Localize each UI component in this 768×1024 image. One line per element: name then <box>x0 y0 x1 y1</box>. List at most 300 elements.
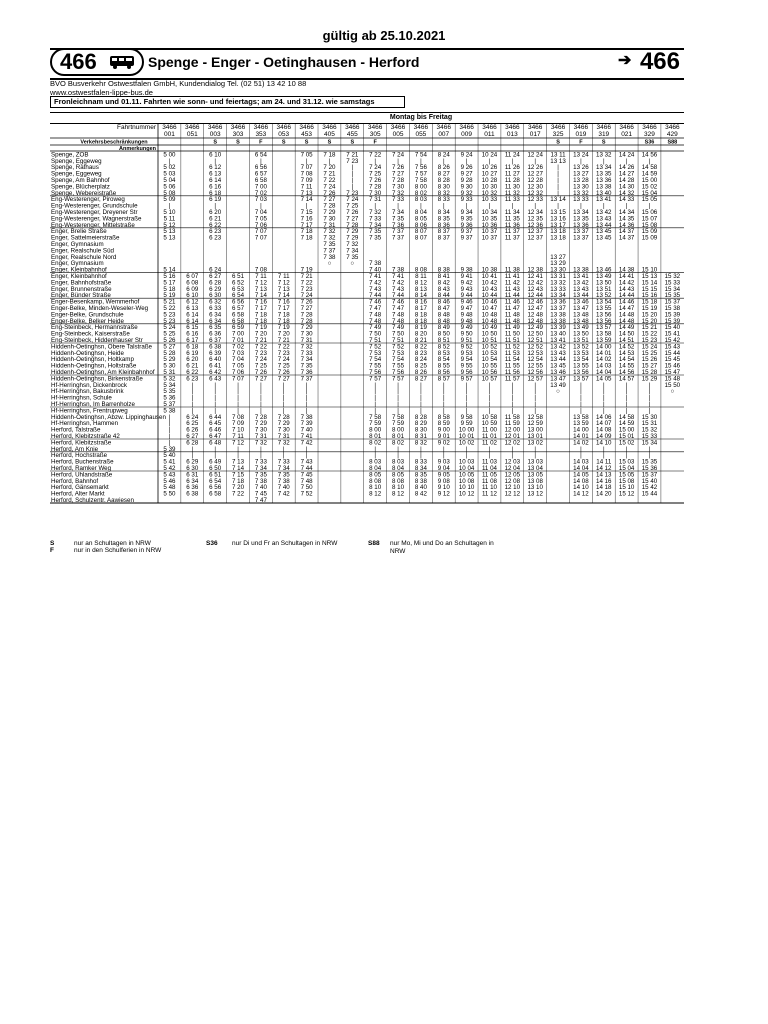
departure-time: 6 56 <box>209 484 222 492</box>
departure-time: 10 36 <box>481 221 498 229</box>
departure-time: 9 27 <box>460 170 473 178</box>
departure-time: | <box>602 445 605 453</box>
departure-time: 7 02 <box>254 189 267 197</box>
departure-time: 5 28 <box>163 349 176 357</box>
trip-number: 329 <box>644 131 655 138</box>
departure-time: | <box>351 177 354 184</box>
stop-name: Eng-Steinbeck, Hiddenhauser Str <box>51 337 143 344</box>
departure-time: 9 48 <box>460 317 473 325</box>
departure-time: 13 37 <box>573 228 589 236</box>
departure-time: | <box>534 452 536 460</box>
departure-time: 8 05 <box>414 215 427 223</box>
departure-time: 9 35 <box>460 215 473 223</box>
departure-time: 9 57 <box>460 375 473 383</box>
departure-time: | <box>397 401 399 408</box>
departure-time: 10 47 <box>481 305 498 312</box>
departure-time: 6 10 <box>209 151 222 159</box>
departure-time: | <box>397 445 399 453</box>
departure-time: 6 38 <box>186 490 199 498</box>
departure-time: 10 58 <box>481 413 498 421</box>
departure-time: 6 26 <box>186 426 199 434</box>
trip-number: 021 <box>621 131 633 138</box>
departure-time: 6 18 <box>186 343 199 351</box>
departure-time: | <box>580 452 582 460</box>
departure-time: | <box>237 394 239 402</box>
departure-time: 5 39 <box>163 445 176 453</box>
stop-name: Hiddenh-Oetinghsn, Holtkamp <box>51 356 134 364</box>
departure-time: 7 07 <box>231 375 245 383</box>
departure-time: 7 27 <box>300 305 313 312</box>
departure-time: | <box>511 388 514 396</box>
departure-time: | <box>282 394 285 402</box>
departure-time: | <box>465 407 468 415</box>
departure-time: 13 04 <box>527 465 543 472</box>
departure-time: | <box>534 445 536 453</box>
departure-time: 14 55 <box>618 362 635 370</box>
departure-time: | <box>214 388 216 396</box>
stop-name: Hiddenh-Oetinghsn, Am Kleinbahnhof <box>51 369 155 376</box>
departure-time: 10 37 <box>481 228 498 236</box>
departure-time: | <box>511 157 514 165</box>
departure-time: 7 20 <box>277 330 290 338</box>
departure-time: 7 21 <box>254 337 267 344</box>
departure-time: 7 49 <box>392 324 405 332</box>
departure-time: 6 37 <box>209 337 222 344</box>
timetable-grid <box>50 112 684 538</box>
departure-time: 7 23 <box>346 157 359 165</box>
departure-time: 10 10 <box>458 484 475 492</box>
trip-number: 305 <box>369 131 381 138</box>
departure-time: 6 16 <box>209 183 222 191</box>
departure-time: 6 35 <box>209 324 222 332</box>
departure-time: 6 09 <box>186 285 199 293</box>
departure-time: 8 10 <box>369 484 382 492</box>
departure-time: 8 08 <box>414 266 427 274</box>
departure-time: 14 36 <box>618 221 635 229</box>
departure-time: | <box>397 388 399 396</box>
departure-time: 13 24 <box>573 151 589 159</box>
trip-number: 055 <box>415 131 427 138</box>
departure-time: 8 04 <box>369 465 382 472</box>
departure-time: 15 35 <box>664 292 681 300</box>
trip-route-code: 3466 <box>665 124 680 131</box>
departure-time: 15 15 <box>641 285 658 293</box>
stop-name: Herford, Uhlandstraße <box>51 471 113 479</box>
departure-time: 7 58 <box>392 413 405 421</box>
departure-time: 15 24 <box>641 343 658 351</box>
departure-time: | <box>648 202 651 210</box>
departure-time: 7 05 <box>300 151 313 159</box>
stop-name: Herford, Bahnhof <box>51 477 99 485</box>
departure-time: 15 43 <box>664 343 681 351</box>
departure-time: 14 30 <box>618 183 635 191</box>
departure-time: 11 04 <box>481 465 497 472</box>
departure-time: 10 33 <box>481 196 498 204</box>
departure-time: 7 36 <box>392 221 405 229</box>
departure-time: 7 31 <box>277 433 290 440</box>
departure-time: 7 21 <box>346 151 359 159</box>
departure-time: 7 13 <box>254 285 267 293</box>
stop-name: Eng-Westerenger, Piroweg <box>51 196 125 204</box>
trip-number: 013 <box>506 131 518 138</box>
trip-number: 453 <box>301 131 313 138</box>
departure-time: 5 31 <box>163 369 176 376</box>
departure-time: 13 13 <box>550 157 566 165</box>
departure-time: 7 17 <box>277 305 290 312</box>
departure-time: 13 32 <box>596 151 612 159</box>
departure-time: 13 52 <box>596 292 612 300</box>
departure-time: 13 32 <box>550 279 566 287</box>
departure-time: 7 16 <box>300 215 313 223</box>
stop-name: Eng-Steinbeck, Kaiserstraße <box>51 330 130 338</box>
departure-time: 8 16 <box>414 298 427 306</box>
departure-time: 6 38 <box>209 343 222 351</box>
departure-time: 13 57 <box>596 324 612 332</box>
departure-time: 9 49 <box>460 324 473 332</box>
departure-time: 7 47 <box>369 305 382 312</box>
departure-time: 12 03 <box>504 458 521 466</box>
departure-time: | <box>191 445 194 453</box>
legend-text: nur an Schultagen in NRW <box>74 540 151 547</box>
departure-time: 9 55 <box>460 362 473 370</box>
trip-number: 017 <box>529 131 541 138</box>
stop-name: Enger, Brunnenstraße <box>51 285 112 293</box>
departure-time: 13 02 <box>527 439 543 447</box>
departure-time: 8 42 <box>437 279 450 287</box>
departure-time: 11 52 <box>504 343 520 351</box>
departure-time: 13 49 <box>596 273 612 280</box>
trip-number: 353 <box>255 131 267 138</box>
departure-time: | <box>351 183 354 191</box>
departure-time: 13 59 <box>596 337 612 344</box>
website-link[interactable]: www.ostwestfalen-lippe-bus.de <box>50 88 153 97</box>
departure-time: | <box>260 452 262 460</box>
departure-time: 7 54 <box>414 151 427 159</box>
departure-time: 13 49 <box>550 381 566 389</box>
departure-time: | <box>442 157 445 165</box>
departure-time: | <box>511 394 514 402</box>
departure-time: 14 16 <box>596 477 612 485</box>
departure-time: 7 22 <box>231 490 245 498</box>
departure-time: 6 40 <box>209 356 222 364</box>
departure-time: 13 38 <box>550 311 566 319</box>
departure-time: | <box>328 157 331 165</box>
stop-name: Herford, Am Knie <box>51 445 99 453</box>
departure-time: 13 51 <box>596 285 612 293</box>
departure-time: 7 48 <box>392 317 405 325</box>
departure-time: 6 19 <box>186 349 199 357</box>
departure-time: 10 52 <box>481 343 498 351</box>
departure-time: 14 08 <box>596 426 612 434</box>
departure-time: ○ <box>556 388 560 396</box>
stop-name: Hf-Herringhsn, Frentrupweg <box>51 407 128 415</box>
departure-time: 11 47 <box>504 305 520 312</box>
departure-time: 7 37 <box>392 228 405 236</box>
departure-time: 8 05 <box>369 471 382 479</box>
departure-time: 6 42 <box>209 369 222 376</box>
departure-time: | <box>465 452 468 460</box>
departure-time: | <box>580 445 582 453</box>
departure-time: 7 34 <box>254 465 267 472</box>
departure-time: 13 48 <box>573 311 589 319</box>
departure-time: | <box>534 381 536 389</box>
trip-number: 051 <box>186 131 198 138</box>
departure-time: 13 41 <box>573 273 589 280</box>
departure-time: | <box>282 388 285 396</box>
departure-time: 8 40 <box>414 484 427 492</box>
trip-number: 303 <box>232 131 244 138</box>
departure-time: 8 27 <box>414 375 427 383</box>
departure-time: 9 53 <box>460 349 473 357</box>
departure-time: 11 54 <box>504 356 520 364</box>
departure-time: 13 34 <box>596 164 612 172</box>
departure-time: 10 12 <box>458 490 475 498</box>
departure-time: 5 06 <box>163 183 176 191</box>
departure-time: 6 14 <box>186 311 199 319</box>
departure-time: 7 03 <box>254 196 267 204</box>
departure-time: 6 18 <box>209 189 222 197</box>
legend-item: S88 <box>368 540 380 547</box>
departure-time: 7 40 <box>300 426 313 434</box>
departure-time: | <box>168 420 171 428</box>
departure-time: 13 38 <box>573 266 589 274</box>
stop-name: Enger, Realschule Süd <box>51 247 114 255</box>
departure-time: 7 33 <box>369 215 382 223</box>
departure-time: 13 43 <box>550 349 566 357</box>
departure-time: 7 57 <box>392 375 405 383</box>
stop-name: Herford, Gänsemarkt <box>51 484 109 492</box>
departure-time: 6 36 <box>186 484 199 492</box>
departure-time: 9 28 <box>460 177 473 184</box>
departure-time: 7 21 <box>323 170 336 178</box>
departure-time: 5 27 <box>163 343 176 351</box>
departure-time: 12 34 <box>527 209 543 216</box>
departure-time: | <box>374 401 376 408</box>
departure-time: 13 33 <box>573 196 589 204</box>
departure-time: 15 08 <box>618 477 635 485</box>
departure-time: 13 34 <box>550 292 566 300</box>
departure-time: 15 20 <box>641 311 658 319</box>
departure-time: 11 27 <box>504 170 520 178</box>
departure-time: | <box>420 157 422 165</box>
stop-name: Enger, Sattelmeierstraße <box>51 234 120 242</box>
departure-time: 7 38 <box>254 477 267 485</box>
departure-time: | <box>237 445 239 453</box>
departure-time: | <box>237 401 239 408</box>
departure-time: 6 33 <box>209 305 222 312</box>
departure-time: 7 43 <box>369 285 382 293</box>
departure-time: 7 14 <box>277 292 290 300</box>
departure-time: 11 32 <box>504 189 520 197</box>
trip-route-code: 3466 <box>573 124 589 131</box>
departure-time: 6 21 <box>209 215 222 223</box>
departure-time: 11 38 <box>504 266 520 274</box>
departure-time: 7 56 <box>369 369 382 376</box>
departure-time: 13 42 <box>550 343 566 351</box>
departure-time: 12 41 <box>527 273 543 280</box>
departure-time: 13 50 <box>596 279 612 287</box>
departure-time: | <box>442 407 445 415</box>
departure-time: 14 52 <box>618 343 635 351</box>
departure-time: 7 34 <box>369 221 382 229</box>
departure-time: 8 37 <box>437 234 450 242</box>
departure-time: 14 48 <box>618 311 635 319</box>
departure-time: 8 51 <box>437 337 450 344</box>
departure-time: 12 58 <box>527 413 543 421</box>
departure-time: 15 44 <box>641 490 658 498</box>
departure-time: 5 40 <box>163 452 176 460</box>
departure-time: 7 11 <box>277 273 290 280</box>
departure-time: 8 46 <box>437 298 450 306</box>
departure-time: 7 14 <box>300 196 313 204</box>
departure-time: 15 02 <box>641 183 658 191</box>
departure-time: 9 43 <box>460 285 473 293</box>
departure-time: | <box>420 202 422 210</box>
departure-time: 8 34 <box>414 465 427 472</box>
departure-time: 7 54 <box>369 356 382 364</box>
departure-time: 6 30 <box>209 292 222 300</box>
trip-number: 003 <box>209 131 221 138</box>
departure-time: 6 15 <box>186 324 199 332</box>
departure-time: 6 54 <box>209 477 222 485</box>
departure-time: | <box>282 381 285 389</box>
stop-name: Hf-Herringhsn, Schule <box>51 394 112 402</box>
bus-icon <box>109 55 135 69</box>
departure-time: 7 13 <box>300 189 313 197</box>
verkehrsbeschraenkungen-label: Verkehrsbeschränkungen <box>80 139 148 146</box>
departure-time: 8 41 <box>437 273 450 280</box>
departure-time: 14 12 <box>573 490 589 498</box>
departure-time: | <box>511 407 514 415</box>
departure-time: 15 10 <box>618 484 635 492</box>
departure-time: 8 02 <box>392 439 405 447</box>
departure-time: 7 28 <box>369 183 382 191</box>
stop-name: Hf-Herringhsn, Dickenbrock <box>51 381 127 389</box>
departure-time: 7 24 <box>254 356 267 364</box>
departure-time: 5 10 <box>163 209 176 216</box>
departure-time: 7 18 <box>254 317 267 325</box>
route-title: Spenge - Enger - Oetinghausen - Herford <box>148 54 420 70</box>
departure-time: 7 54 <box>392 356 405 364</box>
departure-time: 7 34 <box>300 356 313 364</box>
departure-time: 6 08 <box>186 279 199 287</box>
departure-time: 7 35 <box>346 253 359 261</box>
departure-time: 7 47 <box>392 305 405 312</box>
departure-time: 14 58 <box>618 413 635 421</box>
departure-time: | <box>168 202 171 210</box>
departure-time: 7 23 <box>277 349 290 357</box>
departure-time: 8 50 <box>437 330 450 338</box>
departure-time: 6 32 <box>209 298 222 306</box>
departure-time: 5 18 <box>163 285 176 293</box>
departure-time: 5 34 <box>163 381 176 389</box>
departure-time: | <box>625 445 628 453</box>
departure-time: 5 43 <box>163 471 176 479</box>
departure-time: 13 46 <box>550 369 566 376</box>
departure-time: 5 48 <box>163 484 176 492</box>
departure-time: 7 24 <box>346 196 359 204</box>
departure-time: | <box>237 407 239 415</box>
trip-route-code: 3466 <box>550 124 566 131</box>
departure-time: 7 28 <box>277 413 290 421</box>
departure-time: 7 11 <box>300 183 313 191</box>
departure-time: 7 57 <box>414 170 427 178</box>
departure-time: 15 31 <box>641 420 658 428</box>
departure-time: 7 32 <box>323 228 336 236</box>
departure-time: | <box>511 452 514 460</box>
departure-time: | <box>397 157 399 165</box>
line-number-badge <box>50 48 144 76</box>
departure-time: 13 44 <box>573 292 589 300</box>
departure-time: 14 04 <box>596 369 612 376</box>
departure-time: | <box>625 401 628 408</box>
departure-time: 5 26 <box>163 337 176 344</box>
departure-time: 6 51 <box>231 273 245 280</box>
departure-time: 5 37 <box>163 401 176 408</box>
departure-time: 15 06 <box>641 209 658 216</box>
departure-time: 7 59 <box>369 420 382 428</box>
departure-time: 12 43 <box>527 285 543 293</box>
departure-time: | <box>191 452 194 460</box>
departure-time: | <box>465 381 468 389</box>
departure-time: 8 01 <box>369 433 382 440</box>
departure-time: 8 00 <box>414 183 427 191</box>
departure-time: | <box>305 157 308 165</box>
departure-time: 7 21 <box>277 337 290 344</box>
departure-time: | <box>260 157 262 165</box>
departure-time: 14 37 <box>618 234 635 242</box>
departure-time: 8 27 <box>437 170 450 178</box>
departure-time: 11 03 <box>481 458 497 466</box>
departure-time: 6 34 <box>186 477 199 485</box>
departure-time: 11 43 <box>504 285 520 293</box>
trip-restriction: S <box>236 139 240 146</box>
departure-time: 8 28 <box>437 177 450 184</box>
departure-time: 7 03 <box>231 349 245 357</box>
departure-time: 5 32 <box>163 375 176 383</box>
departure-time: 7 46 <box>392 298 405 306</box>
departure-time: | <box>282 445 285 453</box>
departure-time: 7 42 <box>369 279 382 287</box>
departure-time: 7 28 <box>254 413 267 421</box>
departure-time: | <box>420 445 422 453</box>
departure-time: 7 49 <box>369 324 382 332</box>
trip-restriction: S <box>556 139 560 146</box>
departure-time: 6 14 <box>209 177 222 184</box>
departure-time: 6 44 <box>209 413 222 421</box>
departure-time: 7 27 <box>277 375 290 383</box>
departure-time: 11 36 <box>504 221 520 229</box>
departure-time: 5 30 <box>163 362 176 370</box>
departure-time: 9 44 <box>460 292 473 300</box>
departure-time: 7 48 <box>369 311 382 319</box>
departure-time: 9 33 <box>460 196 473 204</box>
departure-time: 14 11 <box>596 458 612 466</box>
trip-restriction: S <box>304 139 309 146</box>
departure-time: 8 54 <box>437 356 450 364</box>
trip-route-code: 3466 <box>482 124 497 131</box>
stop-name: Enger-Besenkamp, Wemmerhof <box>51 298 140 306</box>
departure-time: | <box>374 394 376 402</box>
departure-time: 7 09 <box>300 177 313 184</box>
departure-time: 6 24 <box>209 266 222 274</box>
departure-time: 7 42 <box>300 439 313 447</box>
departure-time: 15 37 <box>664 298 681 306</box>
departure-time: 8 29 <box>414 420 427 428</box>
departure-time: | <box>214 381 216 389</box>
departure-time: | <box>511 381 514 389</box>
stop-name: Herford, Buchenstraße <box>51 458 114 466</box>
